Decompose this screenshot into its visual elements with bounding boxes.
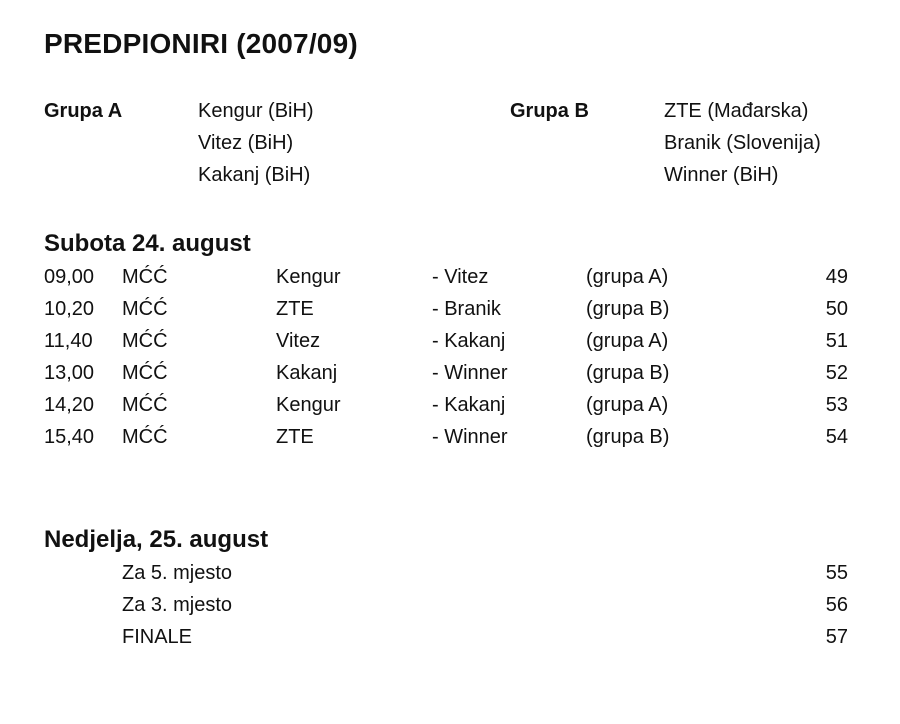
match-row <box>0 266 900 298</box>
group-b-team: Winner (BiH) <box>664 164 779 186</box>
final-label: Za 5. mjesto <box>122 562 233 584</box>
match-home: Kakanj <box>276 362 338 384</box>
group-a-team: Kengur (BiH) <box>198 100 314 122</box>
group-a-label: Grupa A <box>44 100 123 122</box>
match-time: 15,40 <box>44 426 95 448</box>
match-row <box>0 298 900 330</box>
match-venue: MĆĆ <box>122 298 168 320</box>
page-title: PREDPIONIRI (2007/09) <box>44 28 358 59</box>
match-home: Kengur <box>276 266 341 288</box>
match-away: - Kakanj <box>432 330 506 352</box>
match-away: - Kakanj <box>432 394 506 416</box>
match-venue: MĆĆ <box>122 362 168 384</box>
match-time: 13,00 <box>44 362 95 384</box>
match-away: - Winner <box>432 362 508 384</box>
match-home: Vitez <box>276 330 321 352</box>
match-number: 53 <box>825 394 848 416</box>
group-b-team: Branik (Slovenija) <box>664 132 821 154</box>
match-number: 52 <box>825 362 848 384</box>
match-home: Kengur <box>276 394 341 416</box>
match-time: 09,00 <box>44 266 95 288</box>
match-number: 56 <box>825 594 848 616</box>
match-time: 10,20 <box>44 298 95 320</box>
match-number: 54 <box>825 426 848 448</box>
match-number: 57 <box>825 626 848 648</box>
match-row <box>0 330 900 362</box>
match-row <box>0 362 900 394</box>
match-group: (grupa A) <box>586 266 669 288</box>
match-group: (grupa A) <box>586 330 669 352</box>
match-venue: MĆĆ <box>122 266 168 288</box>
match-venue: MĆĆ <box>122 426 168 448</box>
final-label: Za 3. mjesto <box>122 594 233 616</box>
match-group: (grupa B) <box>586 426 670 448</box>
final-label: FINALE <box>122 626 193 648</box>
match-time: 14,20 <box>44 394 95 416</box>
match-group: (grupa A) <box>586 394 669 416</box>
match-away: - Branik <box>432 298 501 320</box>
match-time: 11,40 <box>44 330 93 352</box>
group-a-team: Vitez (BiH) <box>198 132 294 154</box>
match-away: - Winner <box>432 426 508 448</box>
match-number: 51 <box>825 330 848 352</box>
sunday-heading: Nedjelja, 25. august <box>44 526 269 553</box>
match-group: (grupa B) <box>586 298 670 320</box>
final-row <box>0 562 900 594</box>
group-b-label: Grupa B <box>510 100 589 122</box>
match-number: 55 <box>825 562 848 584</box>
match-venue: MĆĆ <box>122 394 168 416</box>
final-row <box>0 626 900 658</box>
match-number: 50 <box>825 298 848 320</box>
match-venue: MĆĆ <box>122 330 168 352</box>
match-row <box>0 426 900 458</box>
match-group: (grupa B) <box>586 362 670 384</box>
saturday-heading: Subota 24. august <box>44 230 251 257</box>
final-row <box>0 594 900 626</box>
group-b-team: ZTE (Mađarska) <box>664 100 809 122</box>
match-away: - Vitez <box>432 266 489 288</box>
group-a-team: Kakanj (BiH) <box>198 164 311 186</box>
match-number: 49 <box>825 266 848 288</box>
match-home: ZTE <box>276 426 314 448</box>
match-home: ZTE <box>276 298 314 320</box>
match-row <box>0 394 900 426</box>
